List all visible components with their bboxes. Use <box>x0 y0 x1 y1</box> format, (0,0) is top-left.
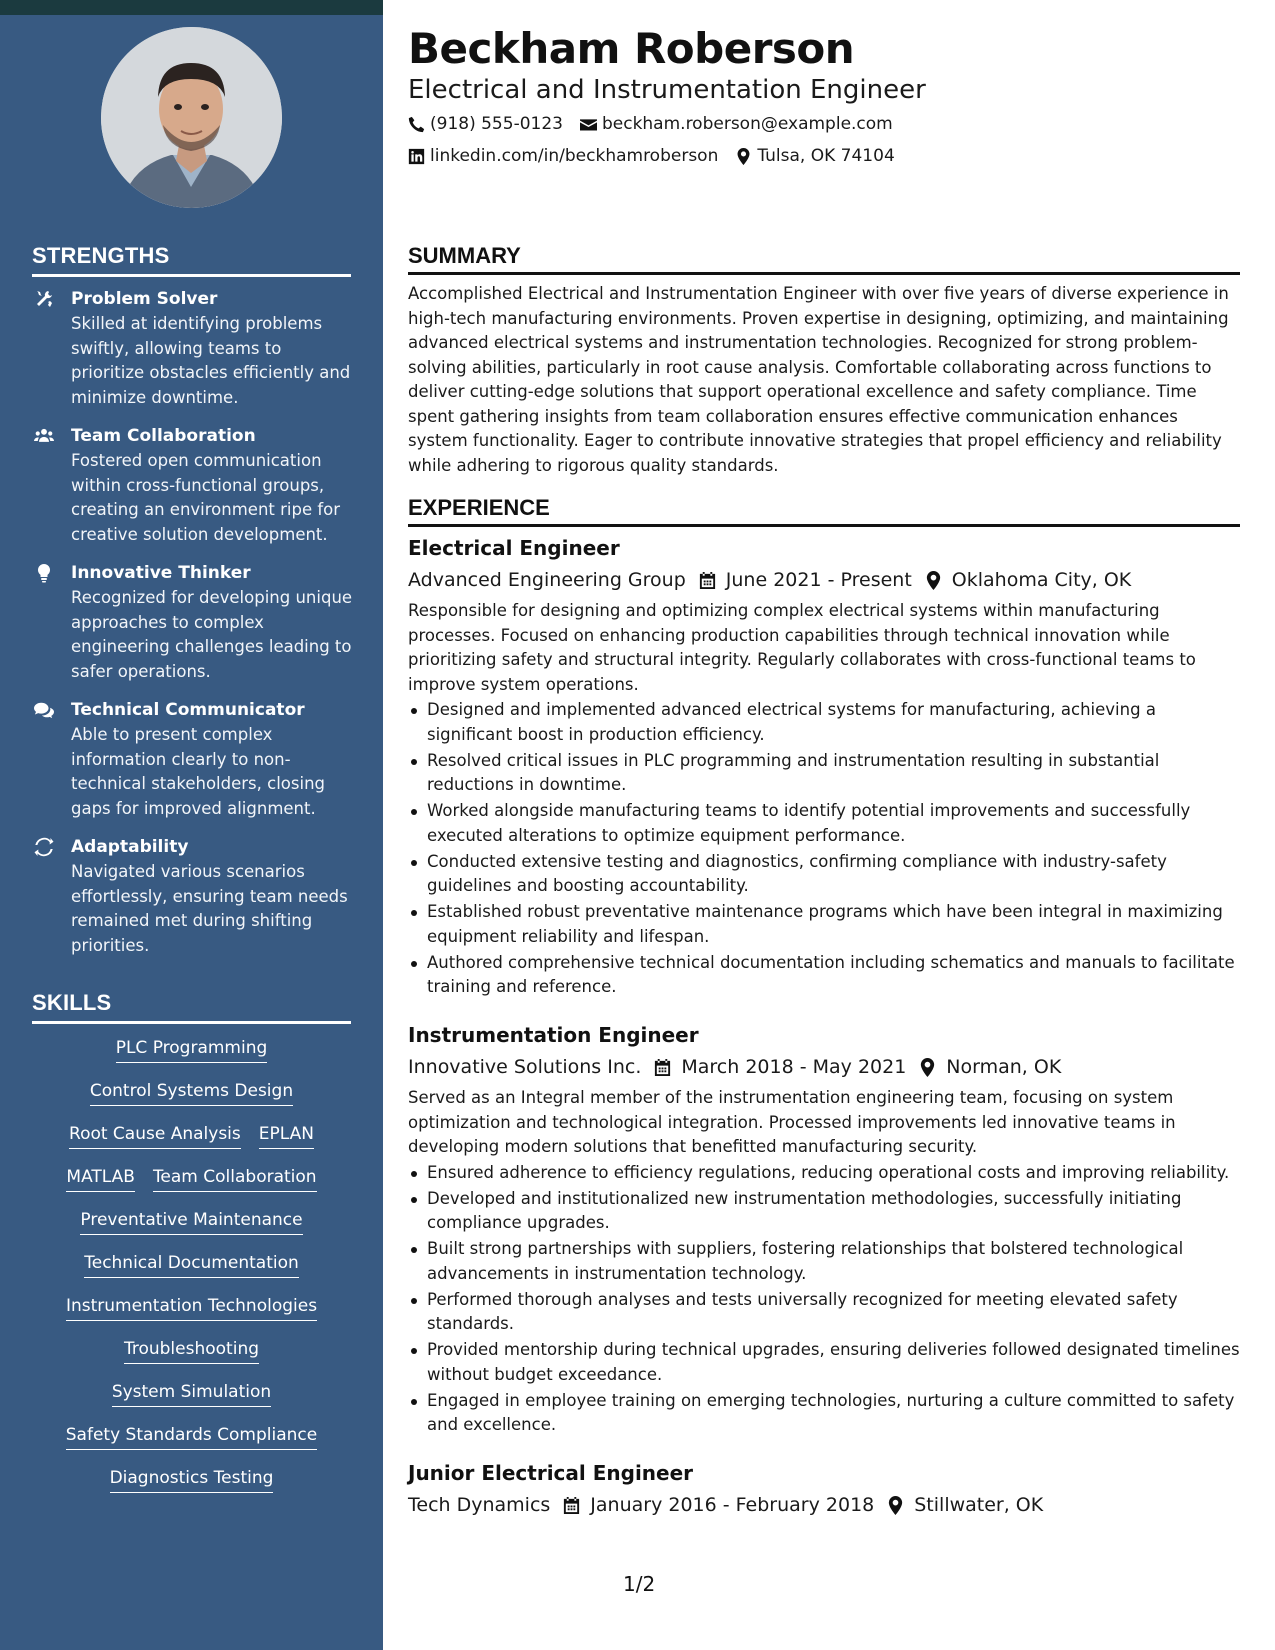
email-link[interactable]: beckham.roberson@example.com <box>601 114 893 134</box>
contact-row <box>408 146 912 166</box>
job-entry <box>408 534 1240 1001</box>
job-role: Electrical Engineer <box>408 536 620 560</box>
list-item: Developed and institutionalized new instrumentation methodologies, successfully initiating compliance upgrades. <box>408 1187 1240 1236</box>
job-dates: June 2021 - Present <box>698 565 912 595</box>
summary-text: Accomplished Electrical and Instrumentation Engineer with over five years of diverse experience in high-tech manufacturing environments. Proven expertise in designing, optimizing, and maintaining advanced electrical systems and instrumentation technologies. Recognized for strong problem-solving abilities, particularly in root cause analysis. Comfortable collaborating across functions to deliver cutting-edge solutions that support operational excellence and safety compliance. Time spent gathering insights from team collaboration ensures effective communication enhances system functionality. Eager to contribute innovative strategies that propel efficiency and reliability while adhering to rigorous quality standards. <box>408 284 1229 475</box>
strength-item <box>32 561 357 684</box>
strength-desc: Recognized for developing unique approaches to complex engineering challenges leading to safer operations. <box>71 588 353 681</box>
map-pin-icon <box>924 571 943 590</box>
strength-title: Adaptability <box>71 837 189 857</box>
strength-item <box>32 835 357 958</box>
job-description: Served as an Integral member of the instrumentation engineering team, focusing on system optimization and technological integration. Processed improvements led innovative teams in developing modern solutions that benefitted manufacturing security. <box>408 1088 1176 1156</box>
avatar <box>101 27 282 208</box>
tools-icon <box>32 287 71 410</box>
strength-title: Team Collaboration <box>71 426 256 446</box>
strengths-list <box>32 287 357 972</box>
job-role: Instrumentation Engineer <box>408 1023 699 1047</box>
skill-tag: Control Systems Design <box>90 1080 293 1106</box>
skill-tag: System Simulation <box>112 1381 271 1407</box>
envelope-icon <box>580 116 597 133</box>
phone-text: (918) 555-0123 <box>430 114 563 134</box>
candidate-name: Beckham Roberson <box>408 24 855 73</box>
job-location: Stillwater, OK <box>886 1490 1043 1520</box>
strength-item <box>32 698 357 821</box>
job-location: Norman, OK <box>918 1052 1061 1082</box>
list-item: Built strong partnerships with suppliers, fostering relationships that bolstered technological advancements in instrumentation technology. <box>408 1237 1240 1286</box>
list-item: Authored comprehensive technical documentation including schematics and manuals to facilitate training and reference. <box>408 951 1240 1000</box>
map-pin-icon <box>735 148 752 165</box>
strength-title: Innovative Thinker <box>71 563 251 583</box>
sync-icon <box>32 835 71 958</box>
skill-tag: PLC Programming <box>116 1037 268 1063</box>
job-company: Innovative Solutions Inc. <box>408 1056 642 1078</box>
list-item: Engaged in employee training on emerging technologies, nurturing a culture committed to safety and excellence. <box>408 1389 1240 1438</box>
candidate-title: Electrical and Instrumentation Engineer <box>408 75 926 105</box>
list-item: Provided mentorship during technical upgrades, ensuring deliveries followed designated timelines without budget exceedance. <box>408 1338 1240 1387</box>
map-pin-icon <box>886 1496 905 1515</box>
skill-tag: MATLAB <box>66 1166 135 1192</box>
calendar-icon <box>653 1058 672 1077</box>
strength-desc: Skilled at identifying problems swiftly, allowing teams to prioritize obstacles efficiently and minimize downtime. <box>71 314 351 407</box>
job-entry <box>408 1459 1240 1524</box>
linkedin-icon <box>408 148 425 165</box>
contact-email[interactable] <box>580 114 893 134</box>
calendar-icon <box>698 571 717 590</box>
users-icon <box>32 424 71 547</box>
strength-title: Problem Solver <box>71 289 218 309</box>
list-item: Resolved critical issues in PLC programming and instrumentation resulting in substantial reductions in downtime. <box>408 749 1240 798</box>
skills-list <box>32 1037 351 1510</box>
job-company: Tech Dynamics <box>408 1494 551 1516</box>
experience-heading: EXPERIENCE <box>408 495 1240 527</box>
strength-title: Technical Communicator <box>71 700 305 720</box>
skill-tag: EPLAN <box>259 1123 314 1149</box>
strength-desc: Able to present complex information clearly to non-technical stakeholders, closing gaps for improved alignment. <box>71 725 325 818</box>
job-company: Advanced Engineering Group <box>408 569 686 591</box>
lightbulb-icon <box>32 561 71 684</box>
contact-phone <box>408 114 563 134</box>
profile-photo <box>101 27 282 208</box>
calendar-icon <box>562 1496 581 1515</box>
job-dates: March 2018 - May 2021 <box>653 1052 906 1082</box>
skill-tag: Preventative Maintenance <box>80 1209 302 1235</box>
job-role: Junior Electrical Engineer <box>408 1461 694 1485</box>
skills-heading: SKILLS <box>32 990 351 1024</box>
phone-icon <box>408 116 425 133</box>
comments-icon <box>32 698 71 821</box>
list-item: Conducted extensive testing and diagnostics, confirming compliance with industry-safety guidelines and boosting accountability. <box>408 850 1240 899</box>
contact-row <box>408 114 910 134</box>
skill-tag: Technical Documentation <box>84 1252 299 1278</box>
strength-desc: Navigated various scenarios effortlessly, ensuring team needs remained met during shifting priorities. <box>71 862 348 955</box>
job-meta <box>408 565 1240 595</box>
strength-item <box>32 287 357 410</box>
skill-tag: Safety Standards Compliance <box>66 1424 317 1450</box>
linkedin-link[interactable]: linkedin.com/in/beckhamroberson <box>430 146 719 166</box>
list-item: Worked alongside manufacturing teams to identify potential improvements and successfully executed alterations to optimize equipment performance. <box>408 799 1240 848</box>
contact-linkedin[interactable] <box>408 146 718 166</box>
location-text: Tulsa, OK 74104 <box>757 146 895 166</box>
job-entry <box>408 1021 1240 1439</box>
map-pin-icon <box>918 1058 937 1077</box>
job-description: Responsible for designing and optimizing complex electrical systems within manufacturing processes. Focused on enhancing production capabilities through technical innovation while prioritizing safety and structural integrity. Regularly collaborates with cross-functional teams to improve system operations. <box>408 601 1196 694</box>
strengths-heading: STRENGTHS <box>32 243 351 277</box>
sidebar <box>0 0 383 1650</box>
strength-item <box>32 424 357 547</box>
skill-tag: Team Collaboration <box>153 1166 317 1192</box>
list-item: Performed thorough analyses and tests universally recognized for meeting elevated safety standards. <box>408 1288 1240 1337</box>
list-item: Ensured adherence to efficiency regulations, reducing operational costs and improving reliability. <box>408 1161 1240 1186</box>
sidebar-top-bar <box>0 0 383 15</box>
job-meta <box>408 1052 1240 1082</box>
skill-tag: Root Cause Analysis <box>69 1123 241 1149</box>
job-bullets <box>408 698 1240 1000</box>
list-item: Designed and implemented advanced electrical systems for manufacturing, achieving a significant boost in production efficiency. <box>408 698 1240 747</box>
job-meta <box>408 1490 1240 1520</box>
summary-heading: SUMMARY <box>408 243 1240 275</box>
page-number: 1/2 <box>623 1572 656 1596</box>
job-location: Oklahoma City, OK <box>924 565 1131 595</box>
contact-location <box>735 146 894 166</box>
job-bullets <box>408 1161 1240 1438</box>
strength-desc: Fostered open communication within cross-functional groups, creating an environment ripe for creative solution development. <box>71 451 341 544</box>
skill-tag: Instrumentation Technologies <box>66 1295 317 1321</box>
skill-tag: Diagnostics Testing <box>110 1467 274 1493</box>
job-dates: January 2016 - February 2018 <box>562 1490 874 1520</box>
list-item: Established robust preventative maintenance programs which have been integral in maximizing equipment reliability and lifespan. <box>408 900 1240 949</box>
skill-tag: Troubleshooting <box>124 1338 259 1364</box>
